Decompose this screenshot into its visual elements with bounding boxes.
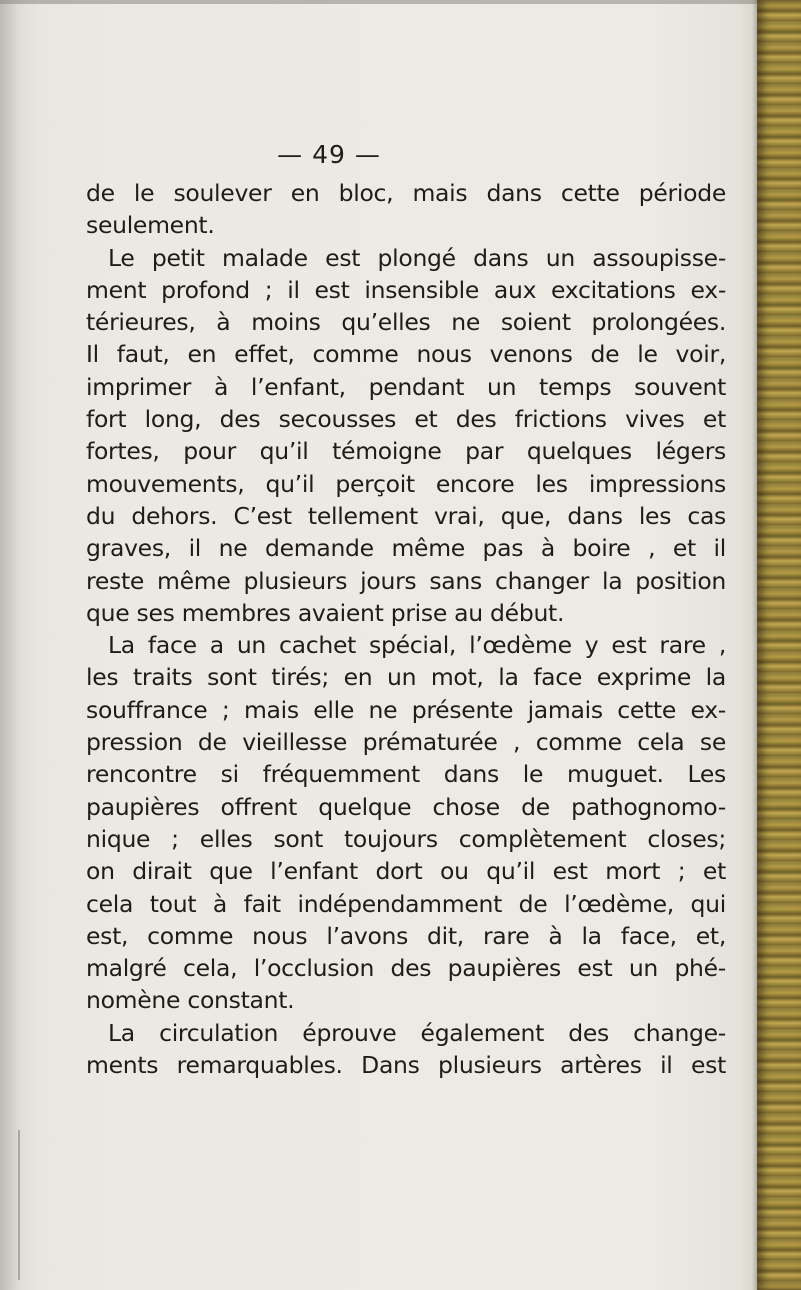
page-number: — 49 — <box>277 140 381 169</box>
body-text <box>86 177 726 1081</box>
text-line: reste même plusieurs jours sans changer la position <box>86 566 726 595</box>
text-line: ments remarquables. Dans plusieurs artères il est <box>86 1051 726 1080</box>
text-line: ment profond ; il est insensible aux excitations ex- <box>86 275 726 304</box>
text-line: est, comme nous l’avons dit, rare à la face, et, <box>86 921 726 950</box>
text-line: on dirait que l’enfant dort ou qu’il est mort ; et <box>86 857 726 886</box>
text-line: mouvements, qu’il perçoit encore les impressions <box>86 469 726 498</box>
page-gutter-shadow <box>0 0 40 1290</box>
text-line: imprimer à l’enfant, pendant un temps souvent <box>86 372 726 401</box>
text-line: que ses membres avaient prise au début. <box>86 598 565 627</box>
text-line: cela tout à fait indépendamment de l’œdème, qui <box>86 889 726 918</box>
text-line: souffrance ; mais elle ne présente jamais cette ex- <box>86 695 726 724</box>
text-line: fort long, des secousses et des frictions vives et <box>86 405 726 434</box>
text-line: du dehors. C’est tellement vrai, que, dans les cas <box>86 501 726 530</box>
text-line: Il faut, en effet, comme nous venons de le voir, <box>86 340 726 369</box>
text-line: nique ; elles sont toujours complètement closes; <box>86 824 726 853</box>
text-line: La circulation éprouve également des change- <box>108 1018 726 1047</box>
text-line: paupières offrent quelque chose de pathognomo- <box>86 792 726 821</box>
text-line: Le petit malade est plongé dans un assoupisse- <box>108 243 726 272</box>
text-line: térieures, à moins qu’elles ne soient prolongées. <box>86 308 726 337</box>
text-line: nomène constant. <box>86 986 295 1015</box>
text-line: de le soulever en bloc, mais dans cette période <box>86 179 726 207</box>
text-line: La face a un cachet spécial, l’œdème y est rare , <box>108 631 726 660</box>
page-top-edge <box>0 0 760 4</box>
text-line: les traits sont tirés; en un mot, la face exprime la <box>86 663 726 692</box>
text-line: graves, il ne demande même pas à boire , et il <box>86 534 726 563</box>
text-line: fortes, pour qu’il témoigne par quelques légers <box>86 437 726 466</box>
book-binding-edge <box>757 0 801 1290</box>
page-edge-mark <box>18 1130 20 1280</box>
text-line: pression de vieillesse prématurée , comme cela se <box>86 728 726 757</box>
text-line: rencontre si fréquemment dans le muguet. Les <box>86 760 726 789</box>
text-line: malgré cela, l’occlusion des paupières est un phé- <box>86 954 726 983</box>
text-line: seulement. <box>86 211 215 240</box>
